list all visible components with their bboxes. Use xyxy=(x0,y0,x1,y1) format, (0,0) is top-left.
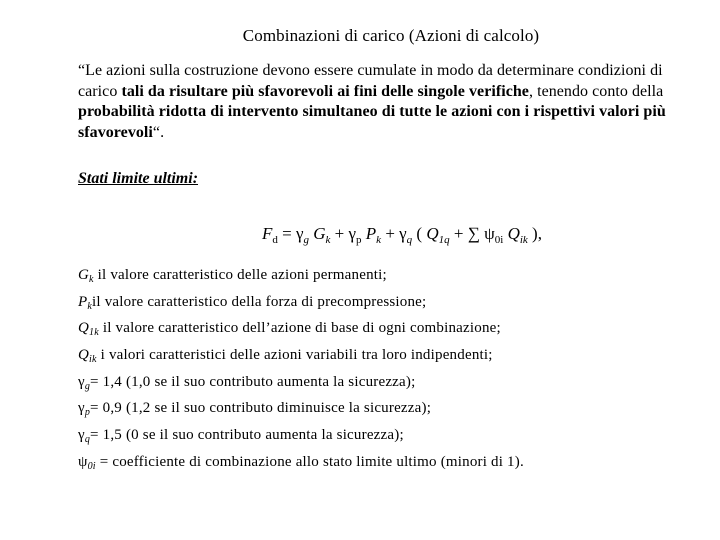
formula-psi: ψ xyxy=(484,224,495,243)
definition-subscript: 1k xyxy=(89,327,99,339)
definition-text: = 1,5 (0 se il suo contributo aumenta la sicurezza); xyxy=(90,427,404,444)
definition-subscript: q xyxy=(84,434,91,446)
formula-gamma-q: γ xyxy=(399,224,407,243)
formula-plus-3: + xyxy=(449,224,468,243)
quote-paragraph xyxy=(78,61,690,143)
formula-equals: = xyxy=(277,224,296,243)
formula-sub-0i: 0i xyxy=(494,234,504,246)
definition-symbol: G xyxy=(78,267,90,283)
definition-item xyxy=(78,369,698,396)
formula-Qi: Q xyxy=(507,224,520,243)
definition-symbol: P xyxy=(78,293,88,310)
definition-subscript: ik xyxy=(89,354,97,366)
definition-subscript: p xyxy=(84,407,91,419)
formula-plus-1: + xyxy=(330,224,349,243)
formula-sub-1q: 1q xyxy=(438,234,450,246)
definition-item xyxy=(78,395,698,422)
formula-sub-k-2: k xyxy=(376,234,382,246)
formula-sub-q: q xyxy=(406,234,413,246)
quote-bold-1: tali da risultare più sfavorevoli ai fini delle singole verifiche xyxy=(121,82,529,100)
definition-text: = coefficiente di combinazione allo stato limite ultimo (minori di 1). xyxy=(95,453,524,470)
definition-text: = 1,4 (1,0 se il suo contributo aumenta la sicurezza); xyxy=(90,373,416,390)
formula-sub-ik: ik xyxy=(519,234,528,246)
definition-symbol: ψ xyxy=(78,453,88,470)
definition-symbol: Q xyxy=(78,320,90,337)
definition-text: il valore caratteristico delle azioni permanenti; xyxy=(93,267,387,283)
definition-text: i valori caratteristici delle azioni variabili tra loro indipendenti; xyxy=(96,347,493,364)
definition-symbol: γ xyxy=(78,373,85,390)
formula-open-paren: ( xyxy=(412,224,427,243)
load-combination-formula xyxy=(262,224,542,244)
definition-item xyxy=(78,262,698,289)
quote-bold-2: probabilità ridotta di intervento simultaneo di tutte le azioni con i rispettivi valori più sfavorevoli xyxy=(78,103,666,141)
definition-subscript: k xyxy=(87,300,93,312)
formula-sum: ∑ xyxy=(467,224,485,243)
formula-P: P xyxy=(365,224,377,243)
definition-symbol: Q xyxy=(78,347,90,364)
definition-subscript: 0i xyxy=(87,460,96,472)
formula-plus-2: + xyxy=(381,224,400,243)
definition-item xyxy=(78,449,698,476)
formula-Q1: Q xyxy=(426,224,439,243)
definition-text: = 0,9 (1,2 se il suo contributo diminuisce la sicurezza); xyxy=(90,400,432,417)
slide-title: Combinazioni di carico (Azioni di calcolo) xyxy=(242,26,540,45)
definition-item xyxy=(78,315,698,342)
definitions-list xyxy=(78,262,698,476)
definition-subscript: g xyxy=(84,380,91,392)
definition-text: il valore caratteristico della forza di precompressione; xyxy=(92,293,427,310)
definition-text: il valore caratteristico dell’azione di base di ogni combinazione; xyxy=(98,320,501,337)
definition-symbol: γ xyxy=(78,427,85,444)
definition-item xyxy=(78,289,698,316)
quote-text-2: , tenendo conto della xyxy=(528,82,664,100)
quote-text-1: “Le azioni sulla costruzione devono essere cumulate in modo da determinare condizioni di carico xyxy=(78,62,663,100)
formula-sub-k-1: k xyxy=(325,234,331,246)
definition-symbol: γ xyxy=(78,400,85,417)
formula-sub-d: d xyxy=(272,234,278,246)
formula-sub-g: g xyxy=(303,234,309,246)
definition-item xyxy=(78,422,698,449)
quote-text-3: “. xyxy=(152,123,165,141)
formula-F: F xyxy=(262,224,273,243)
definition-subscript: k xyxy=(89,274,94,285)
formula-gamma-g: γ xyxy=(295,224,304,243)
definition-item xyxy=(78,342,698,369)
formula-G: G xyxy=(313,224,326,243)
formula-sub-p: p xyxy=(356,234,362,246)
formula-close-paren: ), xyxy=(527,224,542,243)
section-heading: Stati limite ultimi: xyxy=(78,170,199,187)
formula-gamma-p: γ xyxy=(348,224,357,243)
